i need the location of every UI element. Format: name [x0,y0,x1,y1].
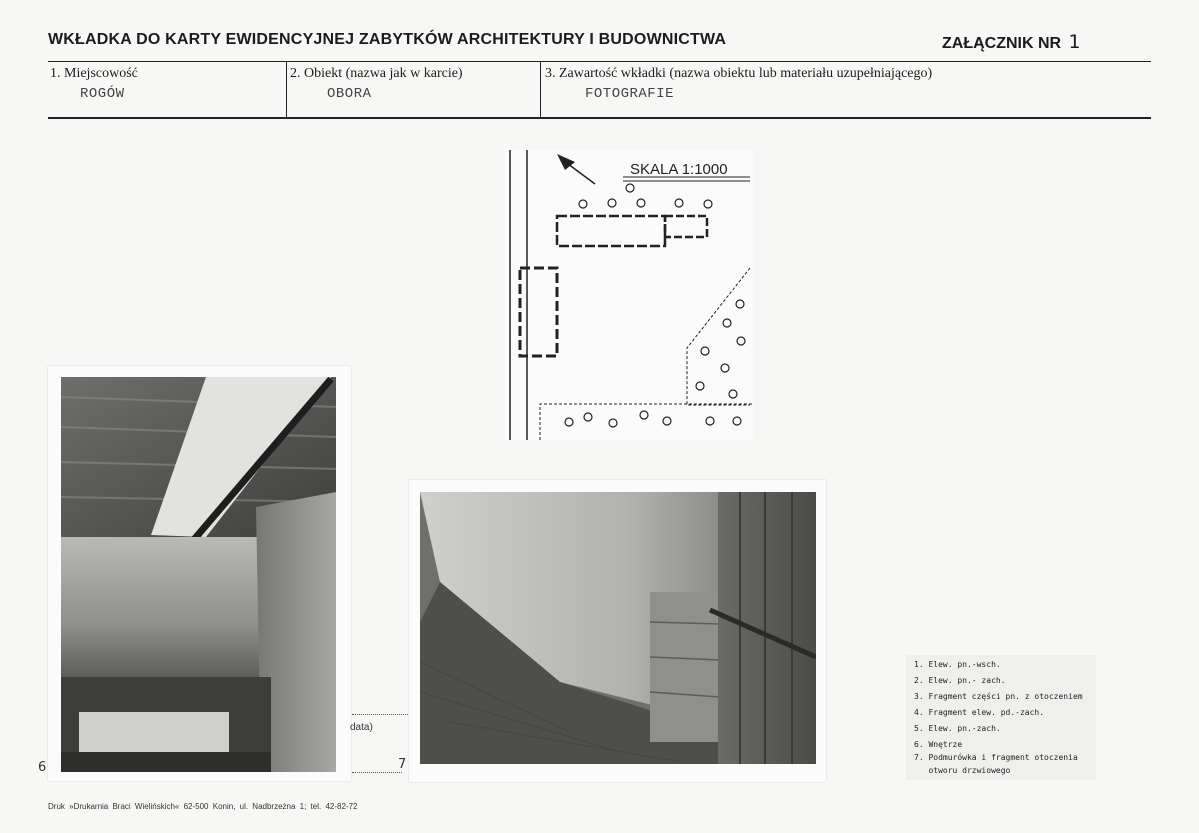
caption-item: 2. Elew. pn.- zach. [914,676,1006,685]
barn-annex-footprint [665,216,707,237]
map-scale-label: SKALA 1:1000 [630,161,728,178]
north-arrow-icon [557,154,595,184]
date-label-partial: data) [350,722,373,733]
caption-item: otworu drzwiowego [914,766,1011,775]
field-value-contents: FOTOGRAFIE [585,86,675,102]
column-divider-2 [540,61,541,118]
column-divider-1 [286,61,287,118]
signature-dots-line-lower [352,772,402,773]
field-label-locality: 1. Miejscowość [50,66,138,81]
field-label-contents: 3. Zawartość wkładki (nazwa obiektu lub materiału uzupełniającego) [545,66,933,81]
site-map-drawing [505,150,753,440]
caption-item: 7. Podmurówka i fragment otoczenia [914,753,1078,762]
caption-item: 5. Elew. pn.-zach. [914,724,1001,733]
field-value-object: OBORA [327,86,372,102]
outbuilding-footprint [520,268,557,356]
signature-dots-line [352,714,408,715]
photo-interior-image [61,377,336,772]
tree-symbols-right [696,300,745,398]
photo-foundation [409,480,826,782]
caption-item: 4. Fragment elew. pd.-zach. [914,708,1045,717]
page-title: WKŁADKA DO KARTY EWIDENCYJNEJ ZABYTKÓW ARCHITEKTURY I BUDOWNICTWA [48,31,727,48]
tree-symbols-top [579,184,712,208]
barn-footprint [557,216,665,246]
field-label-object: 2. Obiekt (nazwa jak w karcie) [290,66,463,81]
caption-item: 3. Fragment części pn. z otoczeniem [914,692,1083,701]
caption-item: 6. Wnętrze [914,740,963,749]
photo-number-6: 6 [38,760,47,775]
field-value-locality: ROGÓW [80,86,125,102]
header-top-rule [48,61,1151,62]
caption-item: 1. Elew. pn.-wsch. [914,660,1001,669]
photo-foundation-image [420,492,816,764]
annex-number: 1 [1068,31,1081,53]
annex-label [942,31,1081,53]
tree-symbols-bottom [565,411,741,427]
annex-label-text: ZAŁĄCZNIK NR [942,35,1062,52]
header-bottom-rule [48,117,1151,119]
site-map [505,150,753,440]
plot-boundary-bottom [540,404,753,440]
photo-interior [48,366,351,781]
photo-number-7: 7 [398,757,407,772]
printer-footer: Druk »Drukarnia Braci Wielińskich« 62-500 Konin, ul. Nadbrzeżna 1; tel. 42-82-72 [48,802,358,811]
